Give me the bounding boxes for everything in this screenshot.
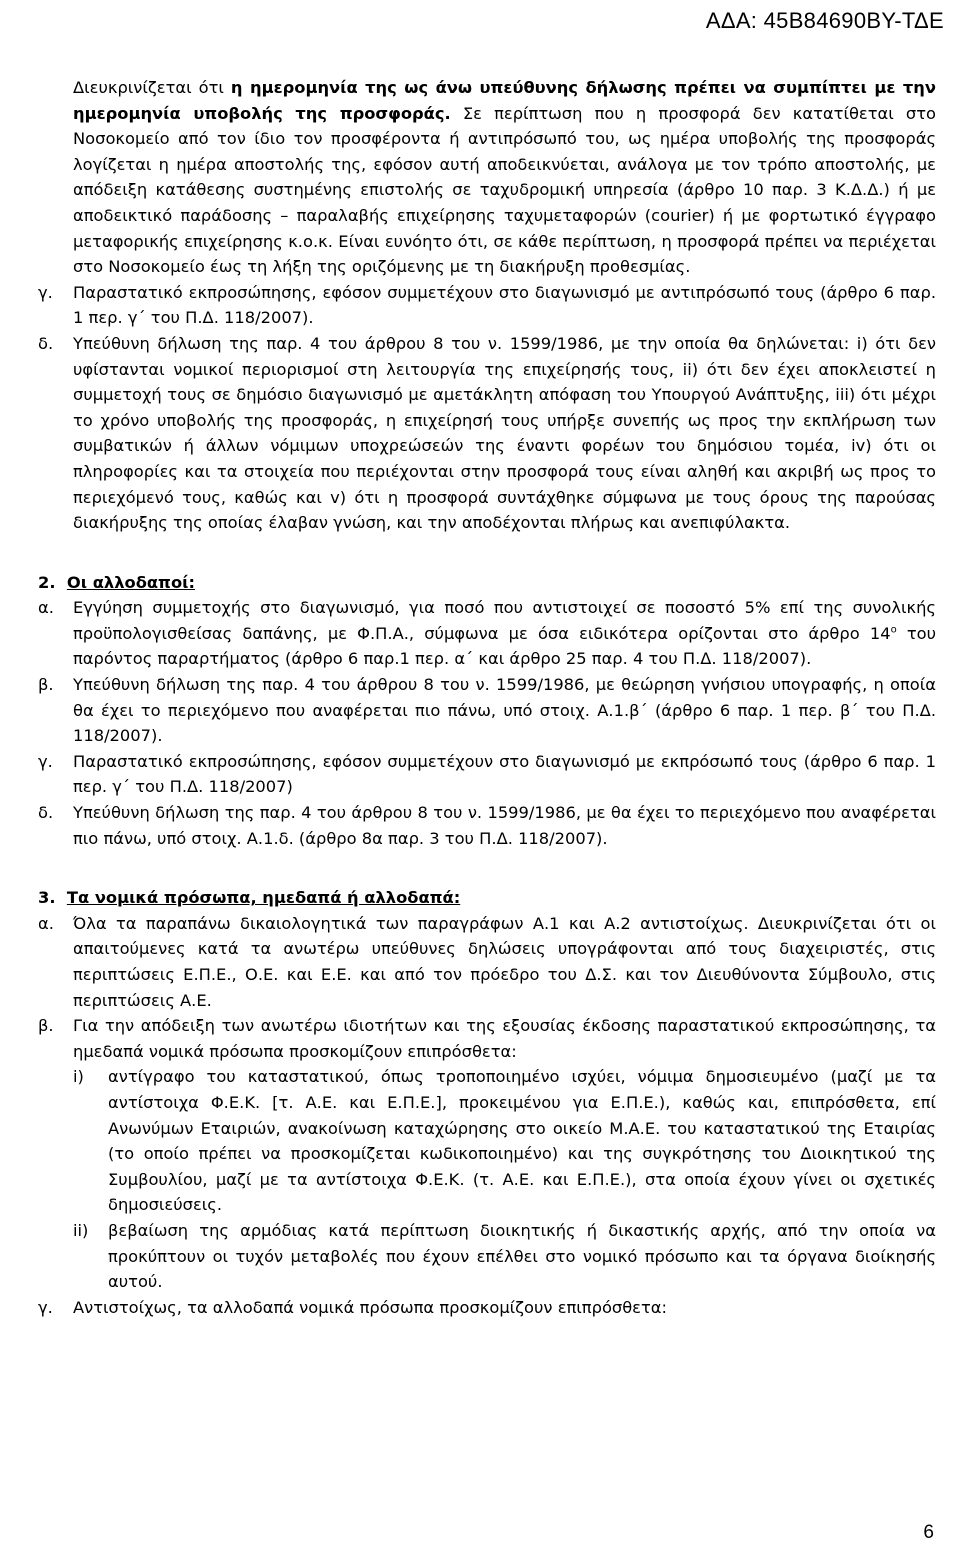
item-3-gamma: γ. Αντιστοίχως, τα αλλοδαπά νομικά πρόσωπα προσκομίζουν επιπρόσθετα: bbox=[38, 1297, 668, 1317]
item-3-beta: β. Για την απόδειξη των ανωτέρω ιδιοτήτων και της εξουσίας έκδοσης παραστατικού εκπροσώπησης, τα ημεδαπά νομικά πρόσωπα προσκομίζουν επιπρόσθετα: i) αντίγραφο του καταστατικού, όπως τροποποιημένο ισχύει, νόμιμα δημοσιευμένο (μαζί με τα αντίστοιχα Φ.Ε.Κ. [τ. Α.Ε. και Ε.Π.Ε.], προκειμένου για Ε.Π.Ε.), καθώς και, επιπρόσθετα, επί Ανωνύμων Εταιριών, ανακοίνωση καταχώρησης στο οικείο Μ.Α.Ε. του καταστατικού της Εταιρίας (το οποίο πρέπει να προσκομίζεται κωδικοποιημένο) και της συγκρότησης του Διοικητικού της Συμβουλίου, μαζί με τα αντίστοιχα Φ.Ε.Κ. (τ. Α.Ε. και Ε.Π.Ε.), στα οποία έχουν γίνει οι σχετικές δημοσιεύσεις. ii) βεβαίωση της αρμόδιας κατά περίπτωση διοικητικής ή δικαστικής αρχής, από την οποία να προκύπτουν οι τυχόν μεταβολές που έχουν επέλθει στο νομικό πρόσωπο και τα όργανα διοίκησής αυτού. bbox=[38, 1013, 936, 1295]
section-3-heading: 3. Τα νομικά πρόσωπα, ημεδαπά ή αλλοδαπά: bbox=[38, 888, 461, 908]
item-2-delta: δ. Υπεύθυνη δήλωση της παρ. 4 του άρθρου 8 του ν. 1599/1986, με θα έχει το περιεχόμενο που αναφέρεται πιο πάνω, υπό στοιχ. Α.1.δ. (άρθρο 8α παρ. 3 του Π.Δ. 118/2007). bbox=[38, 803, 936, 848]
item-3-alpha: α. Όλα τα παραπάνω δικαιολογητικά των παραγράφων Α.1 και Α.2 αντιστοίχως. Διευκρινίζεται ότι οι απαιτούμενες κατά τα ανωτέρω υπεύθυνες δηλώσεις υπογράφονται από τους διαχειριστές, στις περιπτώσεις Ε.Π.Ε., Ο.Ε. και Ε.Ε. και από τον πρόεδρο του Δ.Σ. και τον Διευθύνοντα Σύμβουλο, στις περιπτώσεις Α.Ε. bbox=[38, 913, 936, 1010]
subitem-i: i) αντίγραφο του καταστατικού, όπως τροποποιημένο ισχύει, νόμιμα δημοσιευμένο (μαζί με τα αντίστοιχα Φ.Ε.Κ. [τ. Α.Ε. και Ε.Π.Ε.], προκειμένου για Ε.Π.Ε.), καθώς και, επιπρόσθετα, επί Ανωνύμων Εταιριών, ανακοίνωση καταχώρησης στο οικείο Μ.Α.Ε. του καταστατικού της Εταιρίας (το οποίο πρέπει να προσκομίζεται κωδικοποιημένο) και της συγκρότησης του Διοικητικού της Συμβουλίου, μαζί με τα αντίστοιχα Φ.Ε.Κ. (τ. Α.Ε. και Ε.Π.Ε.), στα οποία έχουν γίνει οι σχετικές δημοσιεύσεις. bbox=[73, 1067, 936, 1215]
section-2-heading: 2. Οι αλλοδαποί: bbox=[38, 572, 195, 592]
item-2-gamma: γ. Παραστατικό εκπροσώπησης, εφόσον συμμετέχουν στο διαγωνισμό με εκπρόσωπό τους (άρθρο 6 παρ. 1 περ. γ΄ του Π.Δ. 118/2007) bbox=[38, 751, 936, 797]
page-number: 6 bbox=[923, 1522, 934, 1543]
continuation-paragraph: Διευκρινίζεται ότι η ημερομηνία της ως άνω υπεύθυνης δήλωσης πρέπει να συμπίπτει με την ημερομηνία υποβολής της προσφοράς. Σε περίπτωση που η προσφορά δεν κατατίθεται στο Νοσοκομείο από τον ίδιο τον προσφέροντα ή αντιπρόσωπό του, ως ημέρα υποβολής της προσφοράς λογίζεται η ημέρα αποστολής της, εφόσον αυτή αποδεικνύεται, ανάλογα με τον τρόπο αποστολής, με απόδειξη κατάθεσης συστημένης επιστολής σε ταχυδρομική υπηρεσία (άρθρο 10 παρ. 3 Κ.Δ.Δ.) ή με αποδεικτικό παράδοσης – παραλαβής επιχείρησης ταχυμεταφορών (courier) ή με φορτωτικό έγγραφο μεταφορικής επιχείρησης κ.ο.κ. Είναι ευνόητο ότι, σε κάθε περίπτωση, η προσφορά πρέπει να περιέχεται στο Νοσοκομείο έως τη λήξη της οριζόμενης με τη διακήρυξη προθεσμίας. bbox=[73, 78, 936, 277]
item-2-beta: β. Υπεύθυνη δήλωση της παρ. 4 του άρθρου 8 του ν. 1599/1986, με θεώρηση γνήσιου υπογραφής, η οποία θα έχει το περιεχόμενο που αναφέρεται πιο πάνω, υπό στοιχ. Α.1.β΄ (άρθρο 6 παρ. 1 περ. β΄ του Π.Δ. 118/2007). bbox=[38, 675, 936, 746]
subitem-ii: ii) βεβαίωση της αρμόδιας κατά περίπτωση διοικητικής ή δικαστικής αρχής, από την οποία να προκύπτουν οι τυχόν μεταβολές που έχουν επέλθει στο νομικό πρόσωπο και τα όργανα διοίκησής αυτού. bbox=[73, 1220, 936, 1292]
item-1-delta: δ. Υπεύθυνη δήλωση της παρ. 4 του άρθρου 8 του ν. 1599/1986, με την οποία θα δηλώνεται: i) ότι δεν υφίστανται νομικοί περιορισμοί στη λειτουργία της επιχείρησής τους, ii) ότι δεν έχει αποκλειστεί η συμμετοχή τους σε δημόσιο διαγωνισμό με αμετάκλητη απόφαση του Υπουργού Ανάπτυξης, iii) ότι μέχρι το χρόνο υποβολής της προσφοράς, η επιχείρησή τους υπήρξε συνεπής ως προς την εκπλήρωση των συμβατικών ή άλλων νόμιμων υποχρεώσεών της έναντι φορέων του δημόσιου τομέα, iv) ότι οι πληροφορίες και τα στοιχεία που περιέχονται στην προσφορά τους είναι αληθή και ακριβή ως προς το περιεχόμενό τους, καθώς και v) ότι η προσφορά συντάχθηκε σύμφωνα με τους όρους της παρούσας διακήρυξης της οποίας έλαβαν γνώση, και την αποδέχονται πλήρως και ανεπιφύλακτα. bbox=[38, 333, 936, 533]
item-2-alpha: α. Εγγύηση συμμετοχής στο διαγωνισμό, για ποσό που αντιστοιχεί σε ποσοστό 5% επί της συνολικής προϋπολογισθείσας δαπάνης, με Φ.Π.Α., σύμφωνα με όσα ειδικότερα ορίζονται στο άρθρο $14^o$ του παρόντος παραρτήματος (άρθρο 6 παρ.1 περ. α΄ και άρθρο 25 παρ. 4 του Π.Δ. 118/2007). bbox=[38, 598, 937, 669]
item-1-gamma: γ. Παραστατικό εκπροσώπησης, εφόσον συμμετέχουν στο διαγωνισμό με αντιπρόσωπό τους (άρθρο 6 παρ. 1 περ. γ΄ του Π.Δ. 118/2007). bbox=[38, 282, 936, 328]
ada-header: ΑΔΑ: 45Β84690ΒΥ-ΤΔΕ bbox=[705, 8, 944, 33]
document-body bbox=[38, 75, 936, 1320]
